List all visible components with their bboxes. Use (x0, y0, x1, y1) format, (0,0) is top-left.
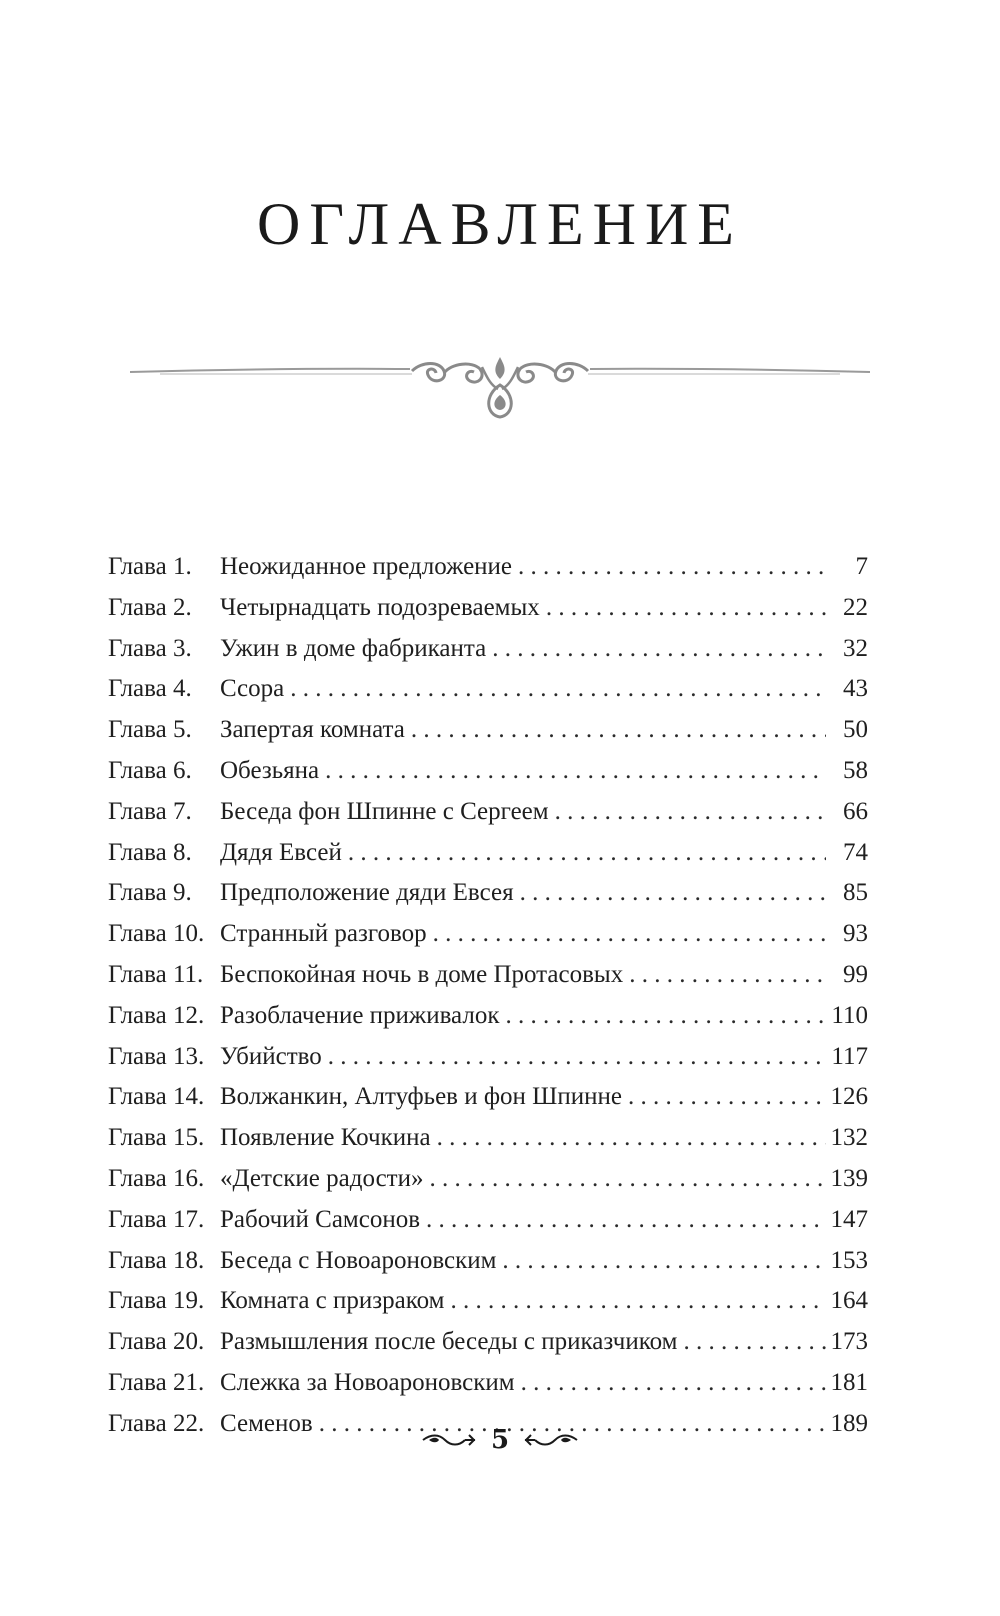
toc-entry[interactable] (108, 675, 868, 716)
toc-entry[interactable] (108, 1206, 868, 1247)
dot-leader (628, 1083, 826, 1111)
scroll-divider-ornament-icon (130, 355, 870, 435)
chapter-label: Глава 17. (108, 1205, 205, 1233)
toc-entry[interactable] (108, 879, 868, 920)
toc-entry[interactable] (108, 1124, 868, 1165)
page-ref: 164 (830, 1287, 868, 1315)
toc-entry[interactable] (108, 798, 868, 839)
chapter-title: Предположение дяди Евсея (220, 879, 514, 907)
chapter-title: Беседа фон Шпинне с Сергеем (220, 797, 549, 825)
chapter-title: Беспокойная ночь в доме Протасовых (220, 960, 624, 988)
right-flourish-icon (523, 1430, 579, 1450)
dot-leader (430, 1165, 827, 1193)
dot-leader (492, 635, 826, 663)
chapter-title: Семенов (220, 1409, 313, 1437)
chapter-label: Глава 8. (108, 838, 192, 866)
page-ref: 99 (843, 960, 868, 988)
dot-leader (411, 716, 826, 744)
chapter-label: Глава 2. (108, 593, 192, 621)
toc-entry[interactable] (108, 920, 868, 961)
chapter-title: Ужин в доме фабриканта (220, 634, 487, 662)
dot-leader (546, 594, 826, 622)
chapter-label: Глава 4. (108, 675, 192, 703)
chapter-label: Глава 19. (108, 1287, 205, 1315)
toc-entry[interactable] (108, 1083, 868, 1124)
chapter-label: Глава 21. (108, 1368, 205, 1396)
page-ref: 110 (831, 1001, 868, 1029)
toc-entry[interactable] (108, 757, 868, 798)
dot-leader (506, 1002, 827, 1030)
page-ref: 126 (830, 1083, 868, 1111)
chapter-title: Слежка за Новоароновским (220, 1368, 515, 1396)
toc-entry[interactable] (108, 716, 868, 757)
toc-entry[interactable] (108, 1002, 868, 1043)
chapter-label: Глава 20. (108, 1328, 205, 1356)
chapter-label: Глава 9. (108, 879, 192, 907)
toc-entry[interactable] (108, 1328, 868, 1369)
toc-entry[interactable] (108, 1247, 868, 1288)
dot-leader (521, 1369, 826, 1397)
chapter-title: Рабочий Самсонов (220, 1205, 421, 1233)
left-flourish-icon (421, 1430, 477, 1450)
toc-entry[interactable] (108, 1287, 868, 1328)
page-ref: 43 (843, 675, 868, 703)
chapter-label: Глава 18. (108, 1246, 205, 1274)
dot-leader (348, 839, 826, 867)
chapter-label: Глава 14. (108, 1083, 205, 1111)
chapter-label: Глава 22. (108, 1409, 205, 1437)
page-ref: 50 (843, 716, 868, 744)
dot-leader (518, 553, 826, 581)
chapter-label: Глава 10. (108, 920, 205, 948)
page-footer (0, 1418, 1000, 1462)
page-title: ОГЛАВЛЕНИЕ (257, 191, 743, 257)
chapter-title: Разоблачение приживалок (220, 1001, 500, 1029)
chapter-label: Глава 11. (108, 960, 204, 988)
toc-entry[interactable] (108, 1369, 868, 1410)
chapter-title: Комната с призраком (220, 1287, 445, 1315)
chapter-title: Странный разговор (220, 920, 427, 948)
dot-leader (328, 1043, 826, 1071)
chapter-title: Запертая комната (220, 716, 405, 744)
chapter-label: Глава 12. (108, 1001, 205, 1029)
page-ref: 22 (843, 593, 868, 621)
dot-leader (502, 1247, 826, 1275)
page-ref: 32 (843, 634, 868, 662)
dot-leader (629, 961, 826, 989)
chapter-title: Дядя Евсей (220, 838, 342, 866)
page-ref: 66 (843, 797, 868, 825)
page-ref: 139 (830, 1164, 868, 1192)
dot-leader (325, 757, 826, 785)
dot-leader (683, 1328, 826, 1356)
dot-leader (437, 1124, 826, 1152)
chapter-title: Волжанкин, Алтуфьев и фон Шпинне (220, 1083, 623, 1111)
chapter-label: Глава 13. (108, 1042, 205, 1070)
table-of-contents (108, 553, 868, 1451)
page-ref: 147 (830, 1205, 868, 1233)
page-ref: 93 (843, 920, 868, 948)
toc-entry[interactable] (108, 635, 868, 676)
toc-entry[interactable] (108, 1043, 868, 1084)
dot-leader (290, 675, 826, 703)
page-ref: 181 (830, 1368, 868, 1396)
chapter-title: Неожиданное предложение (220, 553, 513, 580)
chapter-label: Глава 3. (108, 634, 192, 662)
page-ref: 189 (830, 1409, 868, 1437)
chapter-title: Четырнадцать подозреваемых (220, 593, 540, 621)
page-ref: 7 (855, 553, 868, 580)
chapter-label: Глава 7. (108, 797, 192, 825)
chapter-label: Глава 5. (108, 716, 192, 744)
toc-entry[interactable] (108, 553, 868, 594)
page-ref: 173 (830, 1328, 868, 1356)
chapter-title: Убийство (220, 1042, 322, 1070)
dot-leader (520, 879, 826, 907)
page-ref: 58 (843, 756, 868, 784)
page-ref: 132 (830, 1124, 868, 1152)
chapter-title: Размышления после беседы с приказчиком (220, 1328, 678, 1356)
toc-entry[interactable] (108, 1165, 868, 1206)
dot-leader (450, 1287, 826, 1315)
page-ref: 117 (831, 1042, 868, 1070)
toc-entry[interactable] (108, 594, 868, 635)
chapter-title: Беседа с Новоароновским (220, 1246, 497, 1274)
page-ref: 85 (843, 879, 868, 907)
chapter-title: «Детские радости» (220, 1164, 424, 1192)
chapter-label: Глава 6. (108, 756, 192, 784)
dot-leader (426, 1206, 826, 1234)
chapter-title: Ссора (220, 675, 285, 703)
chapter-label: Глава 15. (108, 1124, 205, 1152)
page-number: 5 (490, 1425, 510, 1455)
dot-leader (433, 920, 826, 948)
toc-entry[interactable] (108, 961, 868, 1002)
chapter-title: Обезьяна (220, 756, 320, 784)
toc-entry[interactable] (108, 839, 868, 880)
dot-leader (555, 798, 826, 826)
page-ref: 74 (843, 838, 868, 866)
chapter-title: Появление Кочкина (220, 1124, 431, 1152)
chapter-label: Глава 1. (108, 553, 192, 580)
chapter-label: Глава 16. (108, 1164, 205, 1192)
page-ref: 153 (830, 1246, 868, 1274)
